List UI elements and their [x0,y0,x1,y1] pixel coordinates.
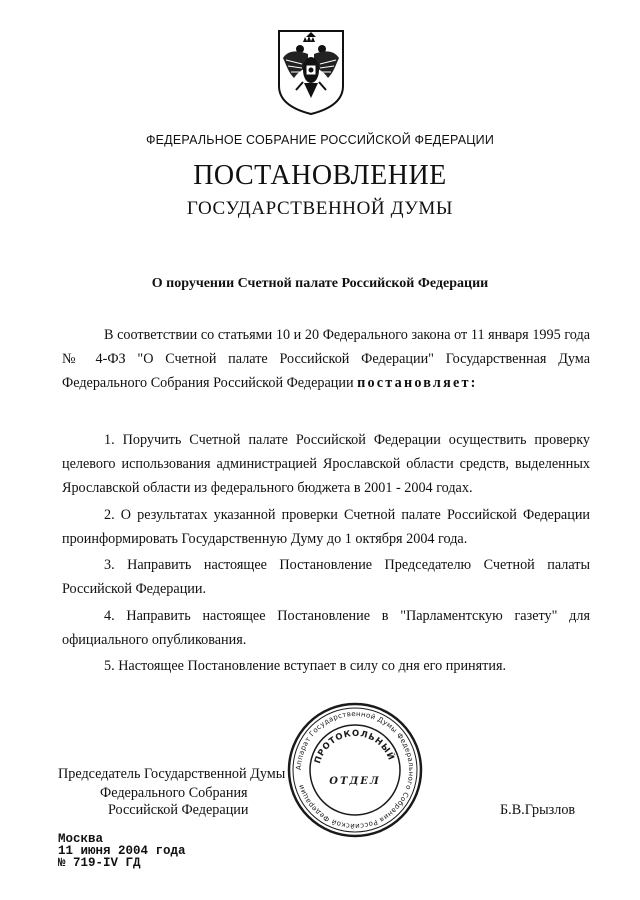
intro-paragraph [62,323,590,395]
document-place: Москва [58,832,104,846]
document-subject: О поручении Счетной палате Российской Федерации [151,276,489,291]
stamp-inner-arc-text: ПРОТОКОЛЬНЫЙ [313,728,396,765]
signatory-title-line-2: Федерального Собрания [100,785,248,801]
stamp-outer-ring-text: Аппарат Государственной Думы Федерального Собрания Российской Федерации [294,709,416,831]
signatory-title-line-1: Председатель Государственной Думы [58,766,286,782]
svg-text:ПРОТОКОЛЬНЫЙ [313,729,398,765]
official-seal-stamp [285,700,425,840]
document-type-title: ПОСТАНОВЛЕНИЕ [193,160,447,191]
emblem-icon [276,28,346,116]
signatory-name: Б.В.Грызлов [500,802,576,818]
resolution-item-2: 2. О результатах указанной проверки Счетной палате Российской Федерации проинформировать Государственную Думу до 1 октября 2004 года. [62,507,590,547]
stamp-inner-word: ОТДЕЛ [329,776,381,787]
intro-text: В соответствии со статьями 10 и 20 Федерального закона от 11 января 1995 года № 4-ФЗ "О Счетной палате Российской Федерации" Государственная Дума Федерального Собрания Российской Федерации [62,327,590,391]
resolution-item-5: 5. Настоящее Постановление вступает в силу со дня его принятия. [104,658,507,674]
resolution-item-1: 1. Поручить Счетной палате Российской Федерации осуществить проверку целевого использования администрацией Ярославской области средств, выделенных Ярославской области из федерального бюджета в 2001 - 2004 годах. [62,432,590,496]
resolution-item-3: 3. Направить настоящее Постановление Председателю Счетной палаты Российской Федерации. [62,557,590,597]
document-date: 11 июня 2004 года [58,844,186,858]
issuer-subtitle: ГОСУДАРСТВЕННОЙ ДУМЫ [186,198,454,219]
organization-heading: ФЕДЕРАЛЬНОЕ СОБРАНИЕ РОССИЙСКОЙ ФЕДЕРАЦИИ [145,133,495,147]
signatory-title-line-3: Российской Федерации [108,802,249,818]
decree-word: постановляет: [357,375,478,391]
document-number: № 719-IV ГД [58,856,141,870]
svg-text:Аппарат Государственной Думы Ф [295,710,415,830]
resolution-item-4: 4. Направить настоящее Постановление в "Парламентскую газету" для официального опубликования. [62,608,590,648]
